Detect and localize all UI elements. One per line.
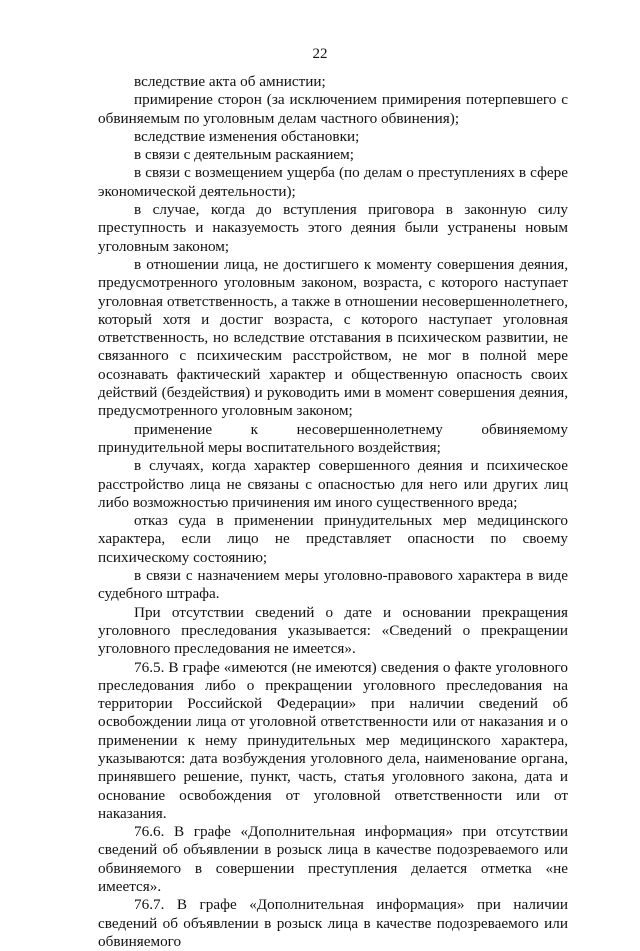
paragraph-minor-age: в отношении лица, не достигшего к моменту совершения деяния, предусмотренного уголовным законом, возраста, с которого наступает уголовная ответственность, а также в отношении несовершеннолетнего, который хотя и достиг возраста, с которого наступает уголовная ответственность, но вследствие отставания в психическом развитии, не связанного с психическим расстройством, не мог в полной мере осознавать фактический характер и общественную опасность своих действий (бездействия) и руководить ими в момент совершения деяния, предусмотренного уголовным законом; [98,255,568,420]
document-body [98,73,568,951]
paragraph-reconciliation: примирение сторон (за исключением примирения потерпевшего с обвиняемым по уголовным делам частного обвинения); [98,91,568,127]
paragraph-court-refusal: отказ суда в применении принудительных мер медицинского характера, если лицо не представляет опасности по своему психическому состоянию; [98,512,568,566]
paragraph-change-of-situation: вследствие изменения обстановки; [134,127,360,145]
paragraph-no-danger: в случаях, когда характер совершенного деяния и психическое расстройство лица не связаны с опасностью для него или других лиц либо возможностью причинения им иного существенного вреда; [98,457,568,511]
paragraph-court-fine: в связи с назначением меры уголовно-правового характера в виде судебного штрафа. [98,567,568,603]
paragraph-no-information: При отсутствии сведений о дате и основании прекращения уголовного преследования указывается: «Сведений о прекращении уголовного преследования не имеется». [98,603,568,658]
paragraph-educational-measure: применение к несовершеннолетнему обвиняемому принудительной меры воспитательного воздействия; [98,420,568,456]
paragraph-76-6: 76.6. В графе «Дополнительная информация» при отсутствии сведений об объявлении в розыск лица в качестве подозреваемого или обвиняемого в совершении преступления делается отметка «не имеется». [98,823,568,896]
paragraph-damage-compensation: в связи с возмещением ущерба (по делам о преступлениях в сфере экономической деятельности); [98,164,568,200]
page-number: 22 [312,46,328,62]
paragraph-active-repentance: в связи с деятельным раскаянием; [134,146,354,164]
paragraph-76-5: 76.5. В графе «имеются (не имеются) сведения о факте уголовного преследования либо о прекращении уголовного преследования на территории Российской Федерации» при наличии сведений об освобождении лица от уголовной ответственности или от наказания и о применении к нему принудительных мер медицинского характера, указываются: дата возбуждения уголовного дела, наименование органа, принявшего решение, пункт, часть, статья уголовного закона, дата и основание освобождения от уголовной ответственности или от наказания. [98,658,568,822]
paragraph-76-7: 76.7. В графе «Дополнительная информация» при наличии сведений об объявлении в розыск лица в качестве подозреваемого или обвиняемого [98,896,568,950]
paragraph-new-law: в случае, когда до вступления приговора в законную силу преступность и наказуемость этого деяния были устранены новым уголовным законом; [98,201,568,255]
paragraph-amnesty: вследствие акта об амнистии; [134,73,326,90]
